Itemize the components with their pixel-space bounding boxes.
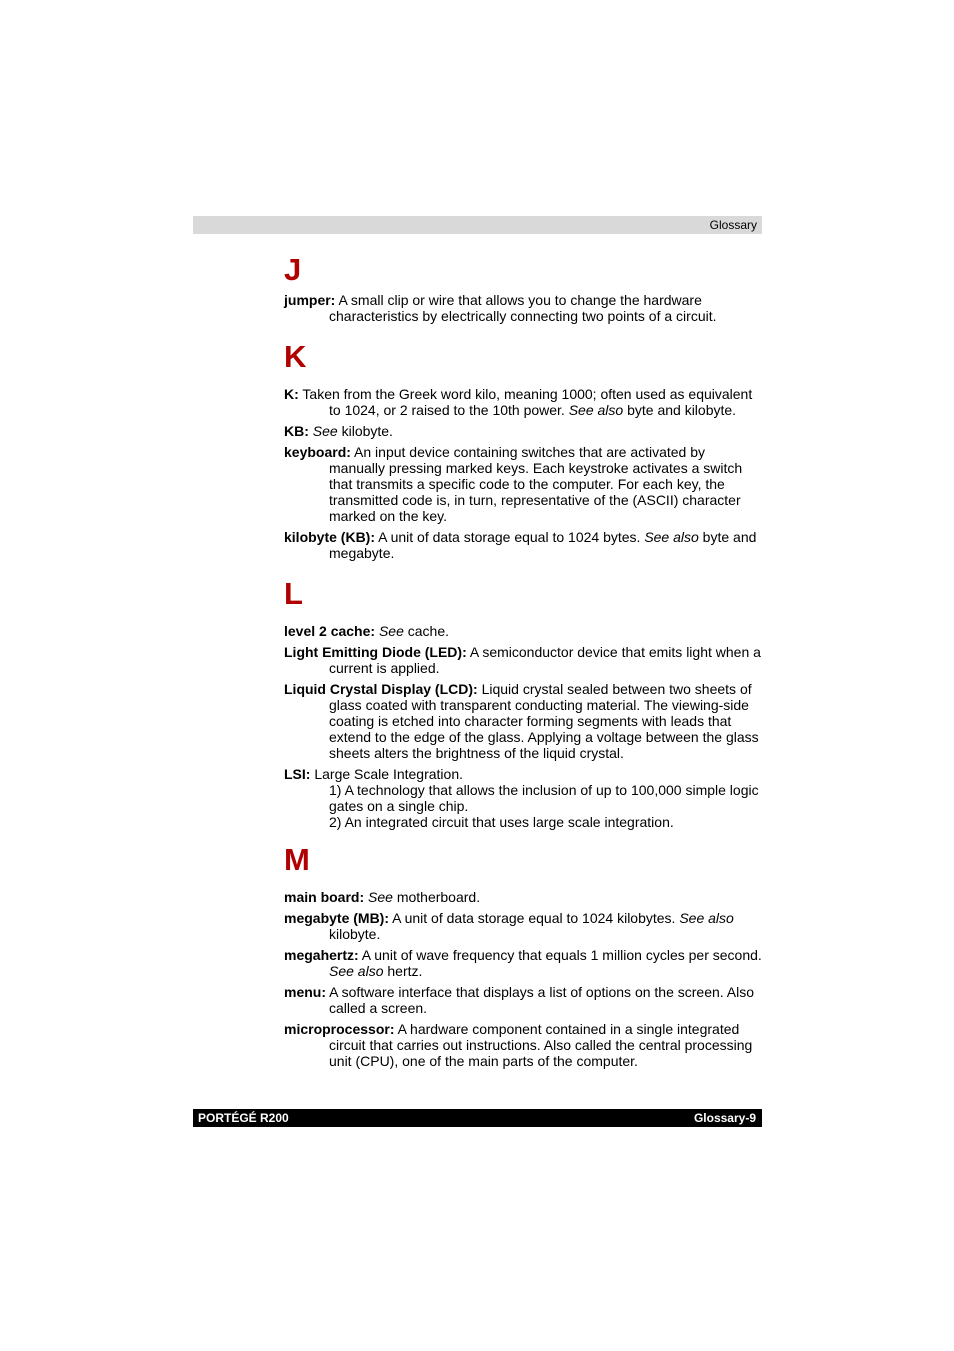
entry-definition: Taken from the Greek word kilo, meaning 1000; often used as equivalent to 1024, or 2 raised to the 10th power. xyxy=(298,386,753,418)
glossary-entry-microprocessor xyxy=(284,1021,762,1069)
entry-term: microprocessor: xyxy=(284,1021,395,1037)
entry-definition: Liquid crystal sealed between two sheets of glass coated with transparent conducting material. The viewing-side coating is etched into character forming segments with leads that extend to the edge of the glass. Applying a voltage between the glass sheets alters the brightness of the liquid crystal. xyxy=(329,681,759,761)
entry-definition: A unit of data storage equal to 1024 kilobytes. xyxy=(389,910,680,926)
entry-see-also: See also xyxy=(644,529,699,545)
section-letter-j: J xyxy=(284,252,302,287)
entry-see-also: See also xyxy=(329,963,384,979)
section-letter-m: M xyxy=(284,842,310,877)
entry-definition: A hardware component contained in a single integrated circuit that carries out instructions. Also called the central processing unit (CPU), one of the main parts of the computer. xyxy=(329,1021,753,1069)
glossary-entry-k xyxy=(284,386,762,418)
entry-definition: A semiconductor device that emits light when a current is applied. xyxy=(329,644,761,676)
entry-reference: kilobyte. xyxy=(337,423,393,439)
glossary-entry-level2-cache xyxy=(284,623,762,639)
footer-page-number: Glossary-9 xyxy=(693,1111,756,1125)
page-footer xyxy=(193,1109,762,1127)
entry-see-also: See also xyxy=(568,402,624,418)
entry-definition: A unit of wave frequency that equals 1 million cycles per second. xyxy=(358,947,762,963)
glossary-entry-kilobyte xyxy=(284,529,762,561)
entry-definition: An input device containing switches that are activated by manually pressing marked keys. Each keystroke activates a switch that transmits a specific code to the computer. For each key, the transmitted code is, in turn, representative of the (ASCII) character marked on the key. xyxy=(329,444,743,524)
entry-term: KB: xyxy=(284,423,309,439)
entry-see: See xyxy=(378,623,404,639)
entry-reference: hertz. xyxy=(383,963,423,979)
section-letter-l: L xyxy=(284,576,303,611)
entry-term: LSI: xyxy=(284,766,311,782)
entry-reference: motherboard. xyxy=(392,889,481,905)
glossary-entry-kb xyxy=(284,423,762,439)
entry-definition-item-1: 1) A technology that allows the inclusion of up to 100,000 simple logic gates on a single chip. xyxy=(329,782,759,814)
entry-term: menu: xyxy=(284,984,326,1000)
entry-term: main board: xyxy=(284,889,365,905)
entry-reference: kilobyte. xyxy=(329,926,381,942)
entry-term: level 2 cache: xyxy=(284,623,376,639)
glossary-entry-menu xyxy=(284,984,762,1016)
entry-reference: cache. xyxy=(403,623,450,639)
entry-term: K: xyxy=(284,386,299,402)
entry-definition: A software interface that displays a list of options on the screen. Also called a screen. xyxy=(326,984,755,1016)
entry-definition: Large Scale Integration. xyxy=(310,766,463,782)
glossary-entry-keyboard xyxy=(284,444,762,524)
glossary-entry-lcd xyxy=(284,681,762,761)
footer-product-name: PORTÉGÉ R200 xyxy=(198,1111,289,1125)
glossary-entry-lsi xyxy=(284,766,762,830)
entry-term: megabyte (MB): xyxy=(284,910,390,926)
page-header xyxy=(193,216,762,234)
section-letter-k: K xyxy=(284,339,307,374)
entry-reference: byte and kilobyte. xyxy=(623,402,737,418)
entry-definition-item-2: 2) An integrated circuit that uses large scale integration. xyxy=(329,814,674,830)
entry-definition: A small clip or wire that allows you to change the hardware characteristics by electrically connecting two points of a circuit. xyxy=(329,292,717,324)
entry-see: See xyxy=(368,889,393,905)
glossary-content xyxy=(284,252,762,1074)
glossary-entry-led xyxy=(284,644,762,676)
glossary-entry-jumper xyxy=(284,292,762,324)
entry-term: kilobyte (KB): xyxy=(284,529,375,545)
entry-term: Liquid Crystal Display (LCD): xyxy=(284,681,478,697)
entry-reference: byte and megabyte. xyxy=(329,529,757,561)
header-section-title: Glossary xyxy=(709,218,757,232)
entry-term: megahertz: xyxy=(284,947,359,963)
glossary-entry-megahertz xyxy=(284,947,762,979)
glossary-entry-main-board xyxy=(284,889,762,905)
entry-term: jumper: xyxy=(284,292,336,308)
entry-term: Light Emitting Diode (LED): xyxy=(284,644,467,660)
entry-see-also: See also xyxy=(679,910,734,926)
glossary-entry-megabyte xyxy=(284,910,762,942)
entry-definition: A unit of data storage equal to 1024 bytes. xyxy=(375,529,645,545)
entry-term: keyboard: xyxy=(284,444,351,460)
entry-see: See xyxy=(312,423,338,439)
